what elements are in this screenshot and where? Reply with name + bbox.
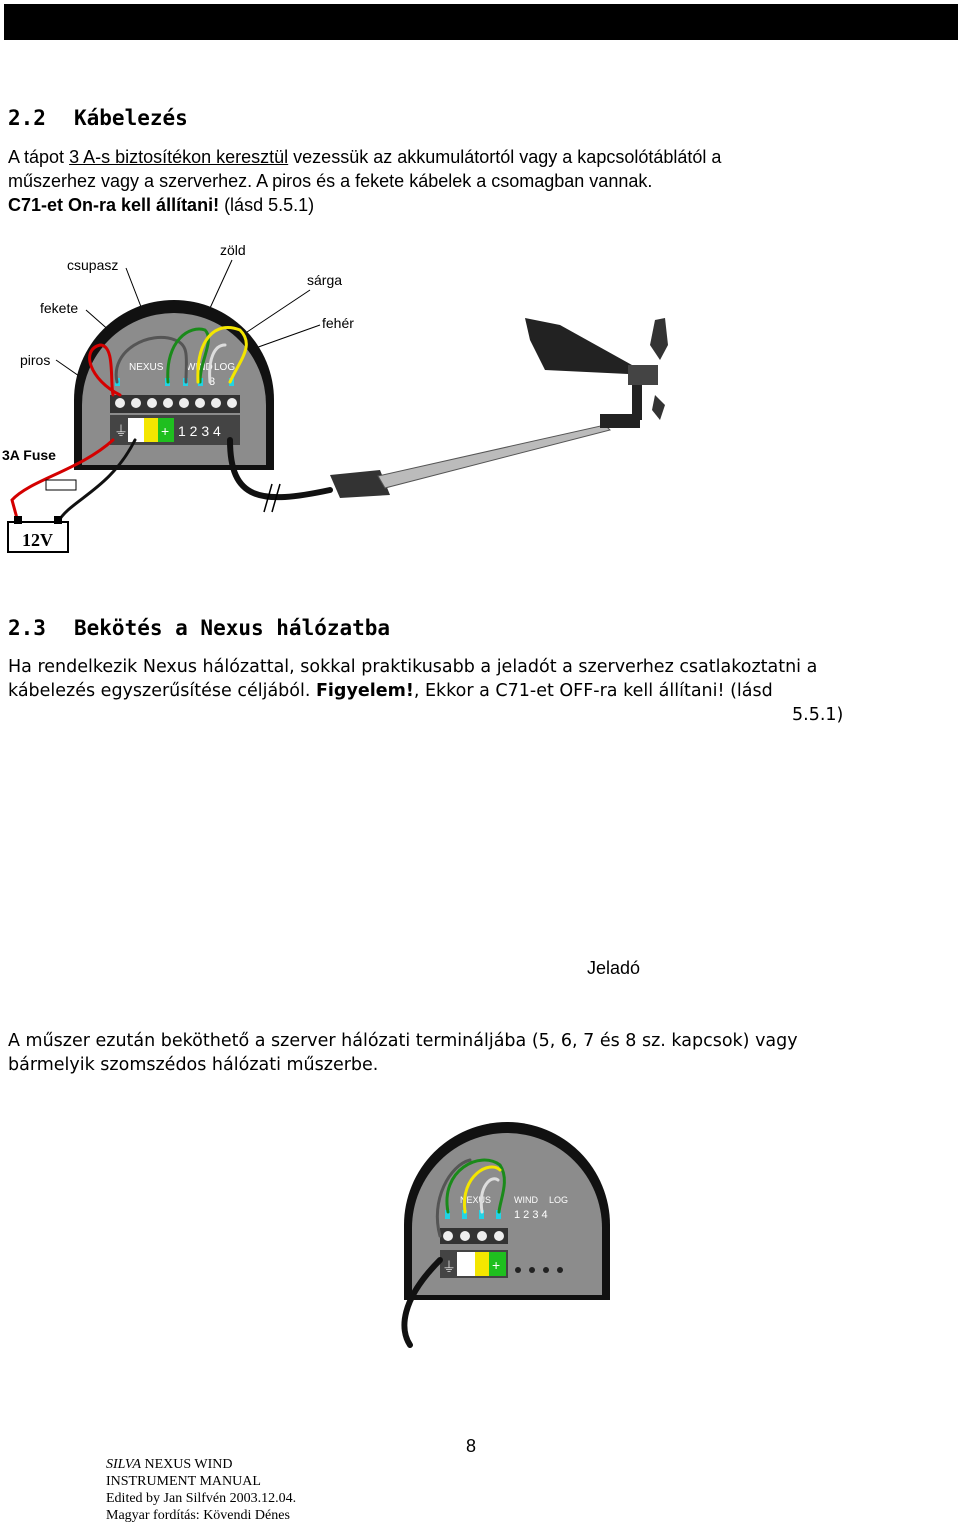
label-fekete: fekete [40,300,79,316]
warning-text: C71-et On-ra kell állítani! [8,195,220,215]
paragraph-line: műszerhez vagy a szerverhez. A piros és a fekete kábelek a csomagban vannak. [8,171,653,191]
paragraph-line: 5.5.1) [792,705,844,725]
text-span: vezessük az akkumulátortól vagy a kapcsolótáblától a [288,147,722,167]
svg-text:+: + [161,423,170,439]
box-label-log: LOG [214,362,236,373]
warning-text: Figyelem! [315,681,414,701]
fuse-text-underlined: 3 A-s biztosítékon keresztül [69,147,289,167]
paragraph-line: A műszer ezután beköthető a szerver hálózati termináljába (5, 6, 7 és 8 sz. kapcsok) vagy [8,1031,798,1051]
text-span: NEXUS WIND [141,1457,233,1472]
box2-terminals: 1 2 3 4 [514,1209,548,1221]
footer-line: Edited by Jan Silfvén 2003.12.04. [106,1491,297,1506]
footer [106,1456,296,1524]
label-jelado: Jeladó [587,958,641,978]
text-span: A tápot [8,147,70,167]
box2-label-nexus: NEXUS [460,1195,492,1205]
label-feher: fehér [322,315,354,331]
label-csupasz: csupasz [67,257,119,273]
footer-line [106,1456,296,1473]
section-number: 2.3 [8,616,46,640]
section-number: 2.2 [8,106,46,130]
terminal-numbers: 1 2 3 4 [178,423,221,439]
battery-label: 12V [22,530,53,550]
paragraph-line: Ha rendelkezik Nexus hálózattal, sokkal praktikusabb a jeladót a szerverhez csatlakoztatni a [8,657,818,677]
label-zold: zöld [220,242,246,258]
text-span: , Ekkor a C71-et OFF-ra kell állítani! (lásd [413,681,773,701]
section-title: Bekötés a Nexus hálózatba [74,616,391,640]
box-label-nexus: NEXUS [129,362,164,373]
paragraph-line: bármelyik szomszédos hálózati műszerbe. [8,1055,379,1075]
section-title: Kábelezés [74,106,188,130]
footer-line: INSTRUMENT MANUAL [106,1474,261,1489]
box2-label-log: LOG [549,1195,569,1205]
label-fuse: 3A Fuse [2,447,56,463]
box-label-three: 3 [209,376,216,388]
svg-text:⏚: ⏚ [114,423,128,439]
box2-label-wind: WIND [514,1195,538,1205]
brand-name: SILVA [106,1457,141,1472]
footer-line: Magyar fordítás: Kövendi Dénes [106,1508,290,1523]
svg-text:+: + [492,1257,501,1273]
label-piros: piros [20,352,51,368]
svg-text:⏚: ⏚ [442,1259,456,1275]
text-span: kábelezés egyszerűsítése céljából. [8,681,316,701]
text-span: (lásd 5.5.1) [219,195,315,215]
box-label-wind: WIND [186,362,213,373]
page-number: 8 [466,1436,477,1456]
label-sarga: sárga [307,272,343,288]
